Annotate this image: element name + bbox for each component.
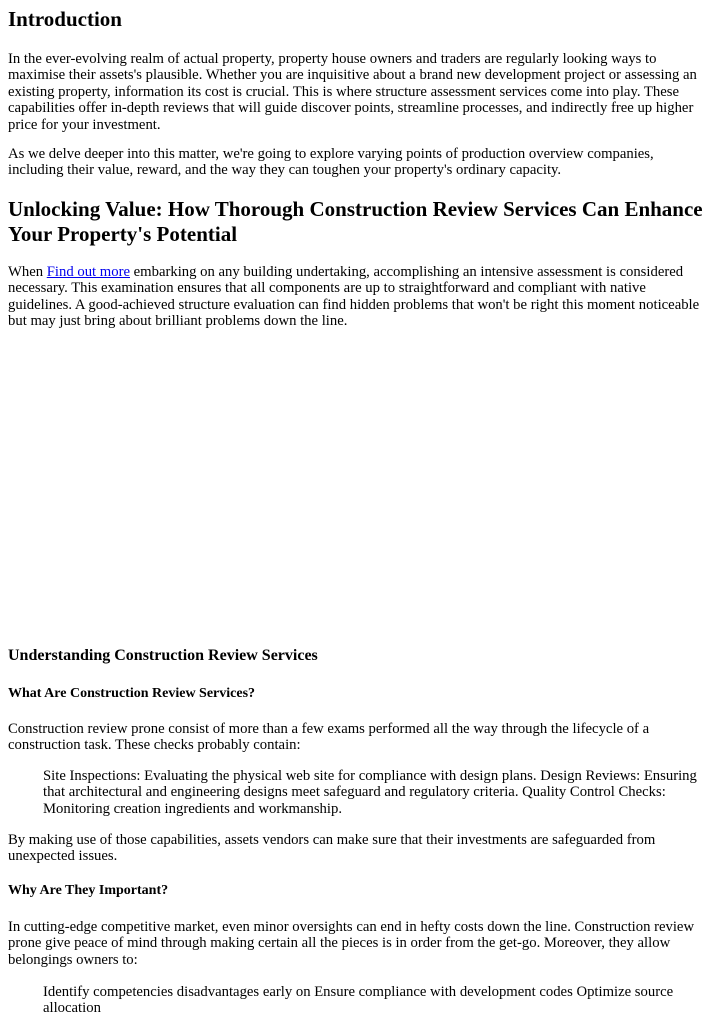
find-out-more-link[interactable]: Find out more [46, 264, 130, 280]
unlocking-text-before-link: When [8, 264, 47, 280]
understanding-heading: Understanding Construction Review Services [8, 647, 318, 664]
intro-paragraph-1: In the ever-evolving realm of actual property, property house owners and traders are regularly looking ways to maximise their assets's plausible. Whether you are inquisitive about a brand new development project or assessing an existing property, information its cost is crucial. This is where structure assessment services come into play. These capabilities offer in-depth reviews that will guide discover points, streamline processes, and indirectly free up higher price for your investment. [8, 51, 697, 133]
unlocking-paragraph [8, 264, 712, 330]
checks-blockquote: Site Inspections: Evaluating the physical web site for compliance with design plans. Design Reviews: Ensuring that architectural and engineering designs meet safeguard and regulatory criteria. Quality Control Checks: Monitoring creation ingredients and workmanship. [43, 768, 697, 817]
unlocking-text-after-link: embarking on any building undertaking, accomplishing an intensive assessment is considered necessary. This examination ensures that all components are up to straightforward and compliant with native guidelines. A good-achieved structure evaluation can find hidden problems that won't be right this moment noticeable but may just bring about brilliant problems down the line. [8, 264, 700, 330]
why-important-heading: Why Are They Important? [8, 883, 169, 898]
unlocking-value-heading: Unlocking Value: How Thorough Construction Review Services Can Enhance Your Property's Potential [8, 197, 703, 246]
introduction-heading: Introduction [8, 7, 122, 31]
after-checks-paragraph: By making use of those capabilities, assets vendors can make sure that their investments are safeguarded from unexpected issues. [8, 832, 656, 865]
benefits-blockquote: Identify competencies disadvantages early on Ensure compliance with development codes Optimize source allocation [43, 984, 674, 1017]
intro-paragraph-2: As we delve deeper into this matter, we're going to explore varying points of production overview companies, including their value, reward, and the way they can toughen your property's ordinary capacity. [8, 146, 654, 179]
what-are-services-heading: What Are Construction Review Services? [8, 686, 256, 701]
why-paragraph: In cutting-edge competitive market, even minor oversights can end in hefty costs down the line. Construction review prone give peace of mind through making certain all the pieces is in order from the get-go. Moreover, they allow belongings owners to: [8, 919, 695, 968]
review-paragraph: Construction review prone consist of more than a few exams performed all the way through the lifecycle of a construction task. These checks probably contain: [8, 721, 650, 754]
